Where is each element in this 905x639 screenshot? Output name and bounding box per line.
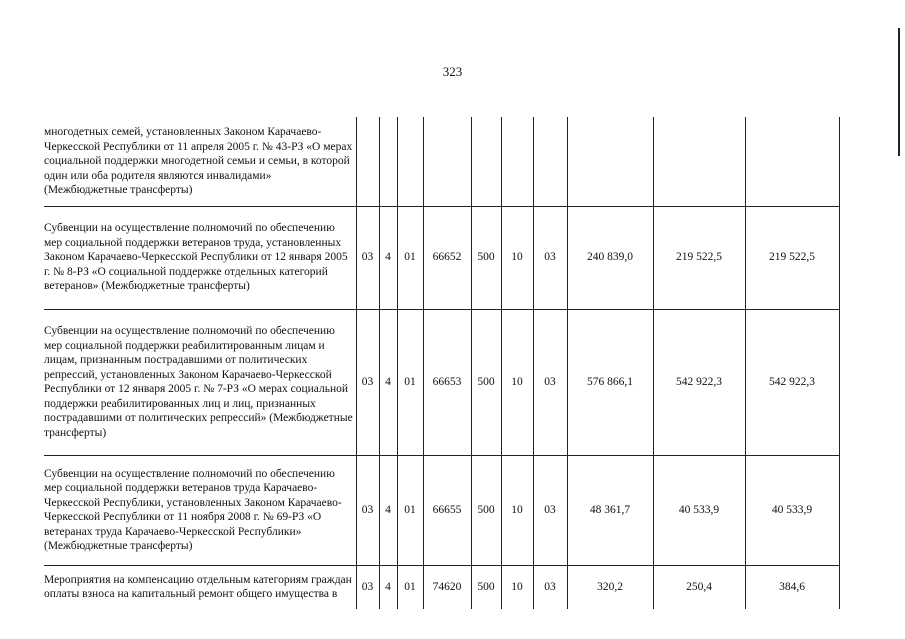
code-cell: 10 [501,565,533,609]
code-cell [533,117,567,206]
code-cell: 10 [501,309,533,455]
amount-cell: 40 533,9 [745,455,839,565]
code-cell: 4 [379,455,397,565]
code-cell: 03 [356,309,379,455]
code-cell [501,117,533,206]
row-description: многодетных семей, установленных Законом Карачаево-Черкесской Республики от 11 апреля 2005 г. № 43-РЗ «О мерах социальной поддержки многодетной семьи и семьи, в которой один или оба родителя являются инвалидами» (Межбюджетные трансферты) [44,117,356,206]
budget-table [44,117,840,609]
code-cell: 03 [533,565,567,609]
code-cell: 4 [379,565,397,609]
table-row [44,455,839,565]
amount-cell [653,117,745,206]
code-cell: 500 [471,206,501,309]
code-cell [397,117,423,206]
code-cell: 74620 [423,565,471,609]
code-cell: 10 [501,455,533,565]
row-description: Субвенции на осуществление полномочий по обеспечению мер социальной поддержки реабилитированным лицам и лицам, признанным пострадавшими от политических репрессий, установленных Законом Карачаево-Черкесской Республики от 12 января 2005 г. № 7-РЗ «О мерах социальной поддержки реабилитированных лиц и лиц, признанных пострадавшими от политических репрессий» (Межбюджетные трансферты) [44,309,356,455]
code-cell: 500 [471,309,501,455]
amount-cell: 219 522,5 [745,206,839,309]
row-description: Субвенции на осуществление полномочий по обеспечению мер социальной поддержки ветеранов труда, установленных Законом Карачаево-Черкесской Республики от 12 января 2005 г. № 8-РЗ «О социальной поддержке отдельных категорий ветеранов» (Межбюджетные трансферты) [44,206,356,309]
amount-cell: 219 522,5 [653,206,745,309]
amount-cell: 48 361,7 [567,455,653,565]
code-cell: 01 [397,206,423,309]
code-cell: 4 [379,206,397,309]
code-cell: 66652 [423,206,471,309]
amount-cell [567,117,653,206]
table-row [44,309,839,455]
amount-cell: 250,4 [653,565,745,609]
amount-cell: 40 533,9 [653,455,745,565]
amount-cell: 240 839,0 [567,206,653,309]
table-row [44,206,839,309]
code-cell: 10 [501,206,533,309]
code-cell: 500 [471,565,501,609]
table-row [44,117,839,206]
code-cell: 500 [471,455,501,565]
table-row [44,565,839,609]
code-cell: 01 [397,565,423,609]
amount-cell: 542 922,3 [745,309,839,455]
row-description: Субвенции на осуществление полномочий по обеспечению мер социальной поддержки ветеранов труда Карачаево-Черкесской Республики, установленных Законом Карачаево-Черкесской Республики от 11 ноября 2008 г. № 69-РЗ «О ветеранах труда Карачаево-Черкесской Республики» (Межбюджетные трансферты) [44,455,356,565]
code-cell: 03 [356,206,379,309]
amount-cell: 384,6 [745,565,839,609]
code-cell: 66653 [423,309,471,455]
code-cell: 03 [533,309,567,455]
amount-cell: 576 866,1 [567,309,653,455]
code-cell [471,117,501,206]
code-cell: 03 [533,455,567,565]
code-cell [379,117,397,206]
code-cell: 03 [356,455,379,565]
amount-cell: 542 922,3 [653,309,745,455]
code-cell: 03 [356,565,379,609]
amount-cell: 320,2 [567,565,653,609]
code-cell: 4 [379,309,397,455]
code-cell [356,117,379,206]
code-cell: 66655 [423,455,471,565]
code-cell: 01 [397,455,423,565]
row-description: Мероприятия на компенсацию отдельным категориям граждан оплаты взноса на капитальный ремонт общего имущества в [44,565,356,609]
code-cell [423,117,471,206]
page-number: 323 [442,64,463,79]
page-edge-mark [898,28,900,156]
code-cell: 01 [397,309,423,455]
amount-cell [745,117,839,206]
code-cell: 03 [533,206,567,309]
